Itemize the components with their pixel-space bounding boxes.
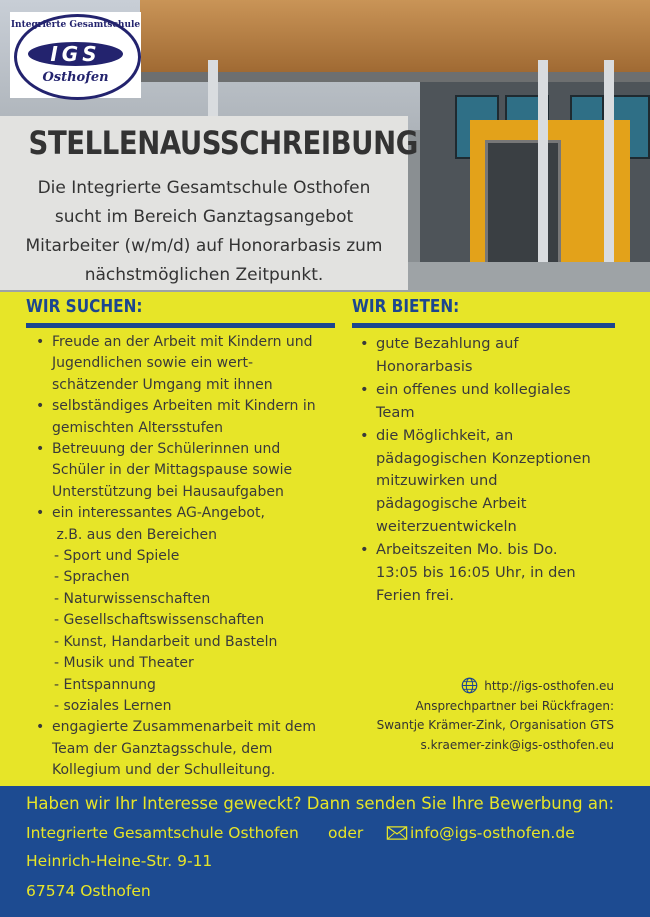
footer-or: oder [328, 824, 364, 842]
list-item-text: mitzuwirken und [376, 472, 498, 490]
footer-school-name: Integrierte Gesamtschule Osthofen [26, 824, 299, 842]
list-item [30, 503, 340, 717]
page-title: STELLENAUSSCHREIBUNG [28, 124, 418, 162]
globe-icon [461, 677, 478, 694]
list-item-text: gute Bezahlung auf [376, 335, 519, 352]
list-item-text: 13:05 bis 16:05 Uhr, in den [376, 564, 576, 582]
seeking-list [30, 332, 340, 782]
bullet: • [36, 441, 45, 458]
bullet: • [36, 719, 45, 736]
bullet: • [360, 335, 369, 352]
activity-area: - Musik und Theater [54, 655, 194, 672]
list-item-text: Team der Ganztagsschule, dem [52, 740, 273, 757]
activity-area: - Sprachen [54, 569, 130, 586]
activity-area: - Entspannung [54, 676, 156, 693]
school-logo [10, 12, 141, 98]
list-item-text: Schüler in der Mittagspause sowie [52, 462, 293, 479]
intro-line: nächstmöglichen Zeitpunkt. [84, 265, 324, 285]
list-item [354, 425, 634, 540]
list-item-text: pädagogische Arbeit [376, 495, 527, 513]
list-item-text: pädagogischen Konzeptionen [376, 449, 591, 467]
contact-block [377, 677, 614, 755]
list-item-text: ein offenes und kollegiales [376, 380, 571, 398]
list-item-text: engagierte Zusammenarbeit mit dem [52, 719, 317, 736]
intro-text [0, 174, 408, 290]
list-item-text: Ferien frei. [376, 586, 454, 604]
list-item-text: die Möglichkeit, an [376, 426, 514, 444]
activity-area: - Gesellschaftswissenschaften [54, 612, 265, 629]
mail-icon [386, 826, 408, 840]
bullet: • [360, 380, 369, 398]
list-item [30, 717, 340, 781]
offering-list [354, 333, 634, 608]
list-item [354, 539, 634, 608]
application-footer [0, 786, 650, 917]
footer-email-row [386, 824, 575, 842]
website-row [377, 677, 614, 697]
list-item [30, 439, 340, 503]
logo-top-text: Integrierte Gesamtschule [10, 20, 141, 30]
list-item-text: z.B. aus den Bereichen [52, 526, 217, 543]
list-item-text: Arbeitszeiten Mo. bis Do. [376, 541, 558, 559]
list-item [30, 332, 340, 396]
footer-email[interactable]: info@igs-osthofen.de [410, 824, 575, 842]
bullet: • [36, 334, 45, 350]
intro-line: sucht im Bereich Ganztagsangebot [54, 207, 354, 227]
activity-area: - Sport und Spiele [54, 548, 180, 565]
pillar [538, 60, 548, 292]
list-item-text: Team [376, 403, 415, 421]
list-item-text: Freude an der Arbeit mit Kindern und [52, 334, 313, 350]
contact-label: Ansprechpartner bei Rückfragen: [415, 698, 614, 713]
pillar [604, 60, 614, 292]
footer-headline: Haben wir Ihr Interesse geweckt? Dann senden Sie Ihre Bewerbung an: [26, 794, 615, 813]
footer-city: 67574 Osthofen [26, 882, 151, 900]
contact-email[interactable]: s.kraemer-zink@igs-osthofen.eu [420, 737, 614, 752]
right-column-heading: WIR BIETEN: [352, 296, 460, 317]
list-item-text: Unterstützung bei Hausaufgaben [52, 483, 284, 500]
logo-bottom-text: Osthofen [42, 70, 109, 85]
activity-area: - Naturwissenschaften [54, 590, 211, 607]
list-item-text: gemischten Altersstufen [52, 419, 224, 436]
list-item-text: Betreuung der Schülerinnen und [52, 441, 281, 458]
list-item [354, 333, 634, 379]
list-item [354, 379, 634, 425]
contact-person: Swantje Krämer-Zink, Organisation GTS [376, 718, 614, 733]
bullet: • [360, 541, 369, 559]
intro-line: Mitarbeiter (w/m/d) auf Honorarbasis zum [25, 236, 383, 256]
list-item-text: Honorarbasis [376, 357, 473, 375]
list-item [30, 396, 340, 439]
list-item-text: schätzender Umgang mit ihnen [52, 376, 273, 393]
list-item-text: Kollegium und der Schulleitung. [52, 762, 276, 779]
activity-area: - soziales Lernen [54, 697, 172, 714]
bullet: • [360, 426, 369, 444]
intro-line: Die Integrierte Gesamtschule Osthofen [37, 178, 371, 198]
list-item-text: selbständiges Arbeiten mit Kindern in [52, 398, 316, 415]
bullet: • [36, 505, 45, 522]
website-link[interactable]: http://igs-osthofen.eu [484, 679, 614, 693]
footer-street: Heinrich-Heine-Str. 9-11 [26, 852, 213, 870]
activity-area: - Kunst, Handarbeit und Basteln [54, 633, 278, 650]
left-column-heading: WIR SUCHEN: [26, 296, 143, 317]
right-heading-rule [352, 323, 615, 328]
bullet: • [36, 398, 45, 415]
list-item-text: weiterzuentwickeln [376, 518, 517, 536]
title-card [0, 116, 418, 290]
list-item-text: Jugendlichen sowie ein wert- [52, 355, 253, 372]
left-heading-rule [26, 323, 335, 328]
logo-main-text: IGS [28, 42, 123, 66]
list-item-text: ein interessantes AG-Angebot, [52, 505, 265, 522]
